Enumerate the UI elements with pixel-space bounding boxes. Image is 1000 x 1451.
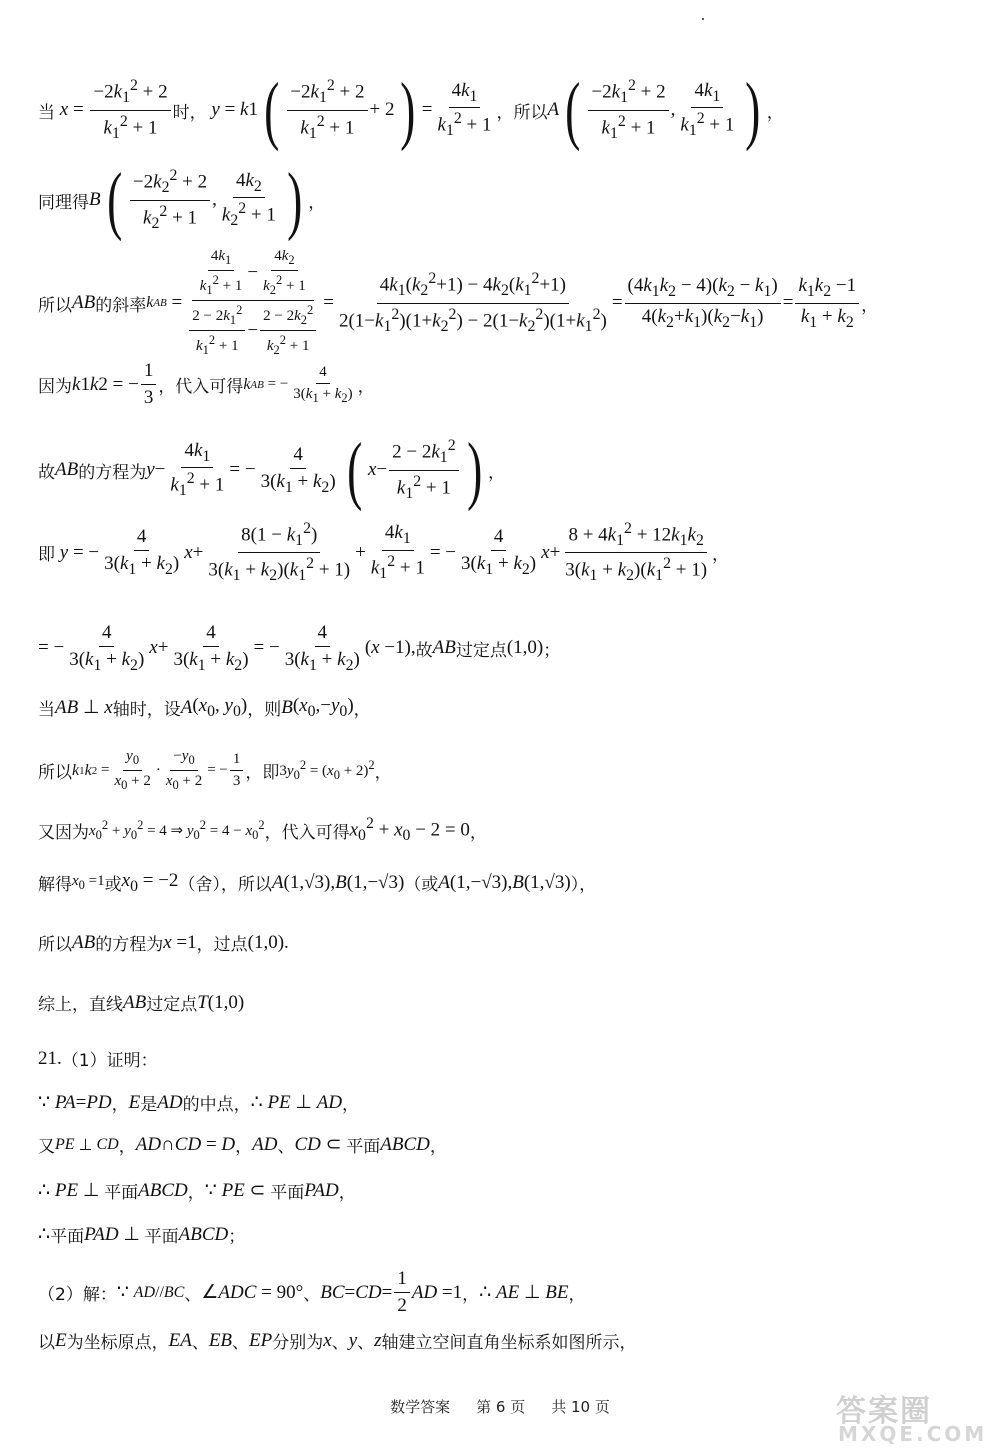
line-18: ∴ 平面 PAD ⊥ 平面 ABCD ；	[38, 1223, 246, 1247]
watermark-url: MXQE.COM	[838, 1422, 988, 1446]
line-01: 当 x = $\frac{-2k_1^2 + 2}{k_1^2 + 1}$ 时， y = k 1 ( $\frac{-2k_1^2 + 2}{k_1^2 + 1}$ + 2 ) = $\frac{4k_1}{k_1^2 + 1}$ ，所以 A ( $\frac{-2k_1^2 + 2}{k_1^2 + 1}$ , $\frac{4k_1}{k_1^2 + 1}$ ) ，	[38, 68, 784, 152]
watermark-logo: 答案圈	[836, 1394, 932, 1429]
line-12: 所以 AB 的方程为 x =1 ，过点 (1,0).	[38, 931, 289, 955]
footer-subject: 数学答案	[390, 1398, 451, 1416]
line-08: 当 AB ⊥ x 轴时，设 A ($x_0$, $y_0$) ，则 B $(x_0,-y_0)$ ，	[38, 695, 371, 721]
line-16: 又 PE ⊥ CD ， AD ∩ CD = D ， AD 、 CD ⊂ 平面 ABCD ，	[38, 1133, 447, 1157]
line-04: 因为 k 1 k 2 = − $\frac{1}{3}$ ，代入可得 k AB = − $\frac{4}{3(k_1 + k_2)}$ ，	[38, 360, 375, 408]
line-20: 以 E 为坐标原点， EA 、 EB 、 EP 分别为 x 、 y 、 z 轴建立空间直角坐标系如图所示，	[38, 1329, 637, 1353]
line-19: （2）解： ∵ AD // BC 、 ∠ ADC = 90° 、 BC = CD = $\frac{1}{2}$ AD =1 ， ∴ AE ⊥ BE ，	[38, 1268, 586, 1316]
line-11: 解得 $x_0 =1$ 或 $x_0 = -2$ （舍），所以 A (1,√3), B (1,−√3) （或 A (1,−√3), B (1,√3) ），	[38, 870, 597, 896]
footer-page-number: 第 6 页	[476, 1398, 526, 1416]
line-07: = − $\frac{4}{3(k_1 + k_2)}$ x + $\frac{4}{3(k_1 + k_2)}$ = − $\frac{4}{3(k_1 + k_2)}$ (x −1), 故 AB 过定点 (1,0) ；	[38, 622, 561, 674]
line-02: 同理得 B ( $\frac{-2k_2^2 + 2}{k_2^2 + 1}$ , $\frac{4k_2}{k_2^2 + 1}$ ) ，	[38, 158, 326, 242]
line-14: 21. （1）证明：	[38, 1047, 158, 1071]
line-17: ∴ PE ⊥ 平面 ABCD ， ∵ PE ⊂ 平面 PAD ，	[38, 1179, 356, 1203]
line-09: 所以 k 1 k 2 = $\frac{y_0}{x_0 + 2}$ · $\frac{-y_0}{x_0 + 2}$ = − $\frac{1}{3}$ ，即 $3y_0^2 = (x_0 + 2)^2$ ，	[38, 748, 392, 792]
line-05: 故 AB 的方程为 y − $\frac{4k_1}{k_1^2 + 1}$ = − $\frac{4}{3(k_1 + k_2)}$ ( x − $\frac{2 - 2k_1^2}{k_1^2 + 1}$ ) ，	[38, 428, 505, 512]
line-06: 即 y = − $\frac{4}{3(k_1 + k_2)}$ x + $\frac{8(1 - k_1^2)}{3(k_1 + k_2)(k_1^2 + 1)}$ + $\frac{4k_1}{k_1^2 + 1}$ = − $\frac{4}{3(k_1 + k_2)}$ x + $\frac{8 + 4k_1^2 + 12k_1k_2}{3(k_1 + k_2)(k_1^2 + 1)}$ ，	[38, 520, 730, 585]
line-15: ∵ PA = PD ， E 是 AD 的中点， ∴ PE ⊥ AD ，	[38, 1091, 360, 1115]
footer-total-pages: 共 10 页	[551, 1398, 610, 1416]
line-03: 所以 AB 的斜率 k AB = $\frac{4k_1}{k_1^2 + 1}$ − $\frac{4k_2}{k_2^2 + 1}$ $\frac{2 - 2k_1^2}{k_1^2 + 1}$ − $\frac{2 - 2k_2^2}{k_2^2 + 1}$ = $\frac{4k_1(k_2^2+1) - 4k_2(k_1^2+1)}{2(1-k_1^2)(1+k_2^2) - 2(1-k_2^2)(1+k_1^2)}$ = $\frac{(4k_1k_2 - 4)(k_2 - k_1)}{4(k_2+k_1)(k_2-k_1)}$ = $\frac{k_1k_2 -1}{k_1 + k_2}$ ，	[38, 248, 879, 357]
scan-speck	[702, 18, 704, 20]
line-10: 又因为 $x_0^2 + y_0^2 = 4$ ⇒ $y_0^2 = 4 - x_0^2$ ，代入可得 $x_0^2 + x_0 - 2 = 0$ ，	[38, 815, 487, 845]
line-13: 综上，直线 AB 过定点 T (1,0)	[38, 991, 245, 1015]
